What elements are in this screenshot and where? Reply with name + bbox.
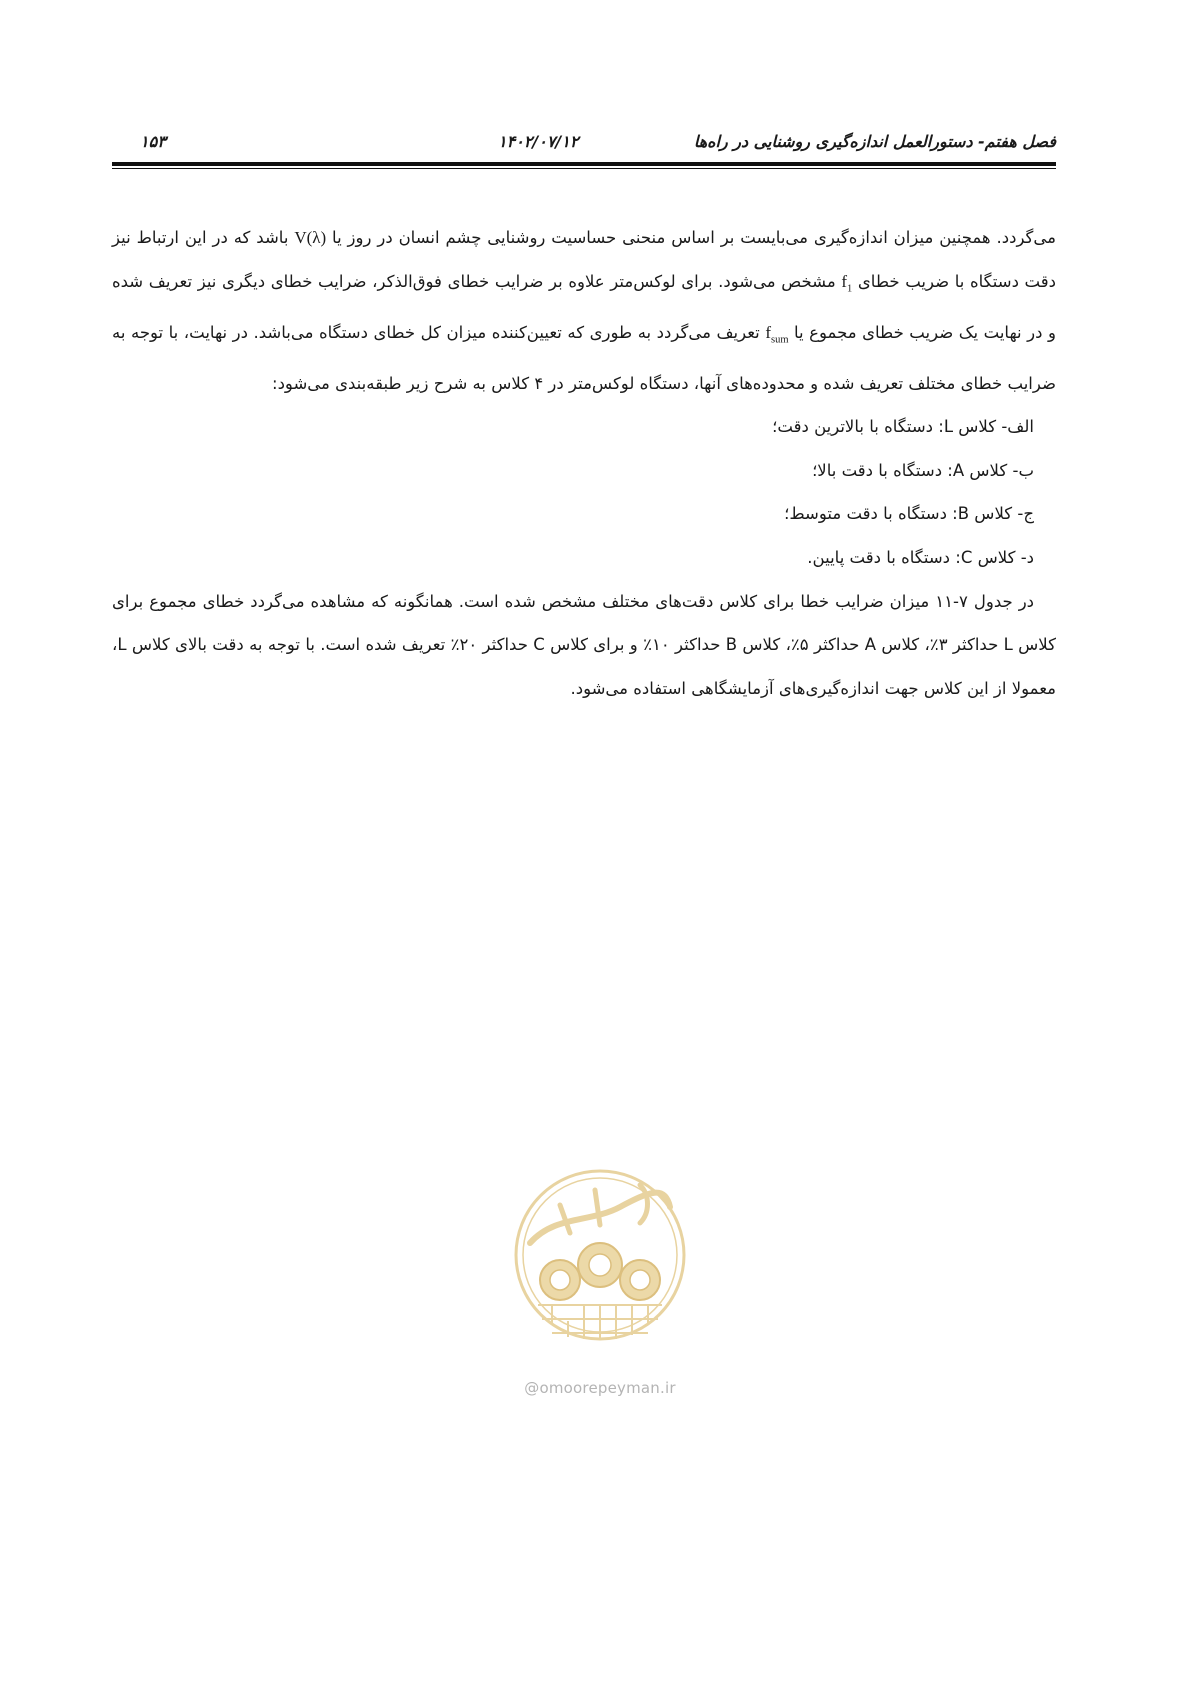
watermark-url: @omoorepeyman.ir [524,1379,676,1397]
f1-subscript: 1 [847,282,853,294]
paragraph-2: در جدول ۷-۱۱ میزان ضرایب خطا برای کلاس دقت‌های مختلف مشخص شده است. همانگونه که مشاهده می‌گردد خطای مجموع برای کلاس L حداکثر ۳٪، کلاس A حداکثر ۵٪، کلاس B حداکثر ۱۰٪ و برای کلاس C حداکثر ۲۰٪ تعریف شده است. با توجه به دقت بالای کلاس L، معمولا از این کلاس جهت اندازه‌گیری‌های آزمایشگاهی استفاده می‌شود. [112,591,1056,698]
paragraph-1-part-c: مشخص می‌شود. برای لوکس‌متر علاوه بر ضرایب خطای فوق‌الذکر، ضرایب خطای دیگری نیز تعریف شده و در نهایت یک ضریب خطای مجموع یا [112,271,1056,342]
body-text [112,216,1056,710]
chapter-title: فصل هفتم- دستورالعمل اندازه‌گیری روشنایی در راه‌ها [693,132,1056,151]
paragraph-1-part-b: باشد که در این ارتباط نیز دقت دستگاه با ضریب خطای [112,228,1056,291]
page-header [112,127,1056,157]
paragraph-1 [112,216,1056,405]
watermark-logo-icon [500,1145,700,1375]
list-item: ب- کلاس A: دستگاه با دقت بالا؛ [812,460,1034,480]
v-lambda-symbol: V(λ) [294,228,327,247]
paragraph-1-part-a: می‌گردد. همچنین میزان اندازه‌گیری می‌بایست بر اساس منحنی حساسیت روشنایی چشم انسان در روز یا [326,228,1056,247]
page-number: ۱۵۳ [140,132,166,151]
header-date: ۱۴۰۲/۰۷/۱۲ [498,132,579,151]
fsum-letter: f [765,322,771,342]
list-item: الف- کلاس L: دستگاه با بالاترین دقت؛ [772,417,1034,437]
paragraph-1-part-d: تعریف می‌گردد به طوری که تعیین‌کننده میزان کل خطای دستگاه می‌باشد. در نهایت، با توجه به ضرایب خطای مختلف تعریف شده و محدوده‌های آنها، دستگاه لوکس‌متر در ۴ کلاس به شرح زیر طبقه‌بندی می‌شود: [112,322,1056,393]
header-rule-thin [112,168,1056,169]
list-item: د- کلاس C: دستگاه با دقت پایین. [807,547,1034,567]
list-item: ج- کلاس B: دستگاه با دقت متوسط؛ [784,504,1034,524]
f1-letter: f [841,271,847,291]
watermark [500,1145,700,1405]
header-rule-thick [112,162,1056,166]
fsum-subscript: sum [770,333,789,345]
f1-symbol [841,271,853,294]
fsum-symbol [765,322,789,345]
